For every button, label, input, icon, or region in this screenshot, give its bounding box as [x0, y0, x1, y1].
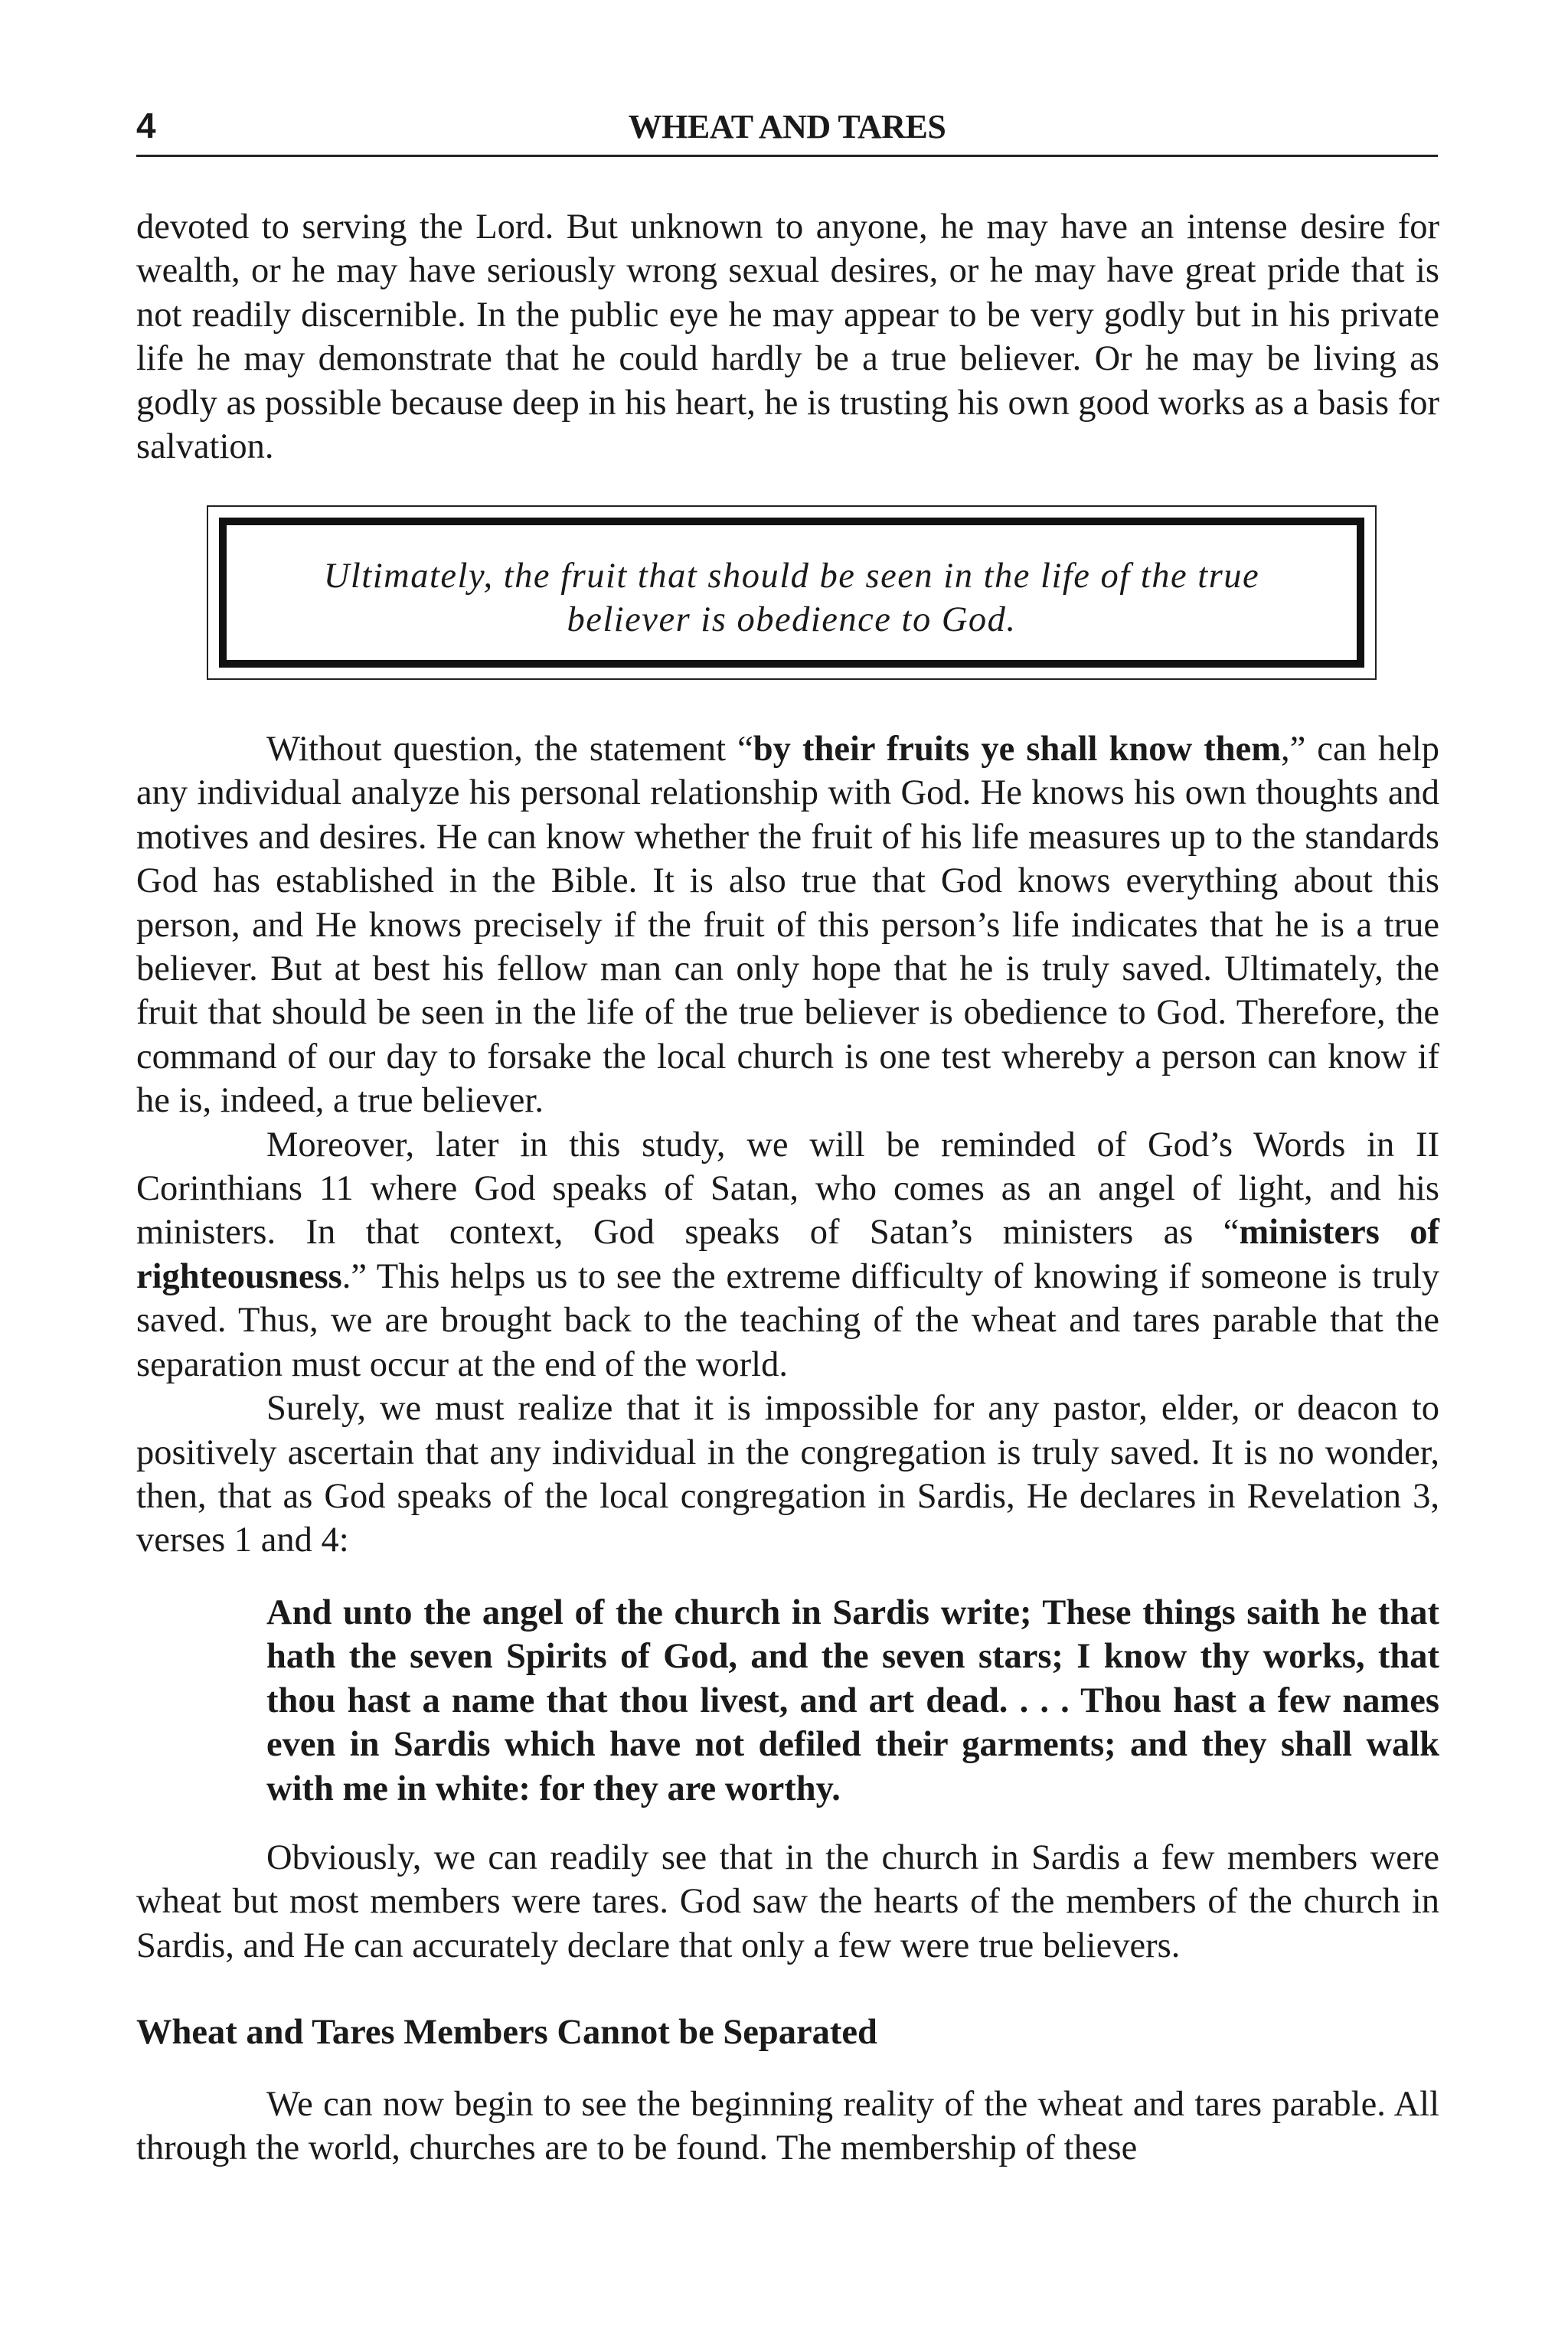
- paragraph-sardis-intro: Surely, we must realize that it is impossible for any pastor, elder, or deacon to positively ascertain that any individual in the congregation is truly saved. It is no wonder, then, that as God speaks of the local congregation in Sardis, He declares in Revelation 3, verses 1 and 4:: [136, 1389, 1439, 1560]
- section-heading: Wheat and Tares Members Cannot be Separated: [136, 2013, 877, 2052]
- paragraph-fruits-emphasis: by their fruits ye shall know them: [753, 730, 1281, 769]
- body-text-block: [136, 727, 1439, 1563]
- paragraph-reality: We can now begin to see the beginning reality of the wheat and tares parable. All through the world, churches are to be found. The membership of these: [136, 2085, 1439, 2168]
- paragraph-corinthians-text-a: Moreover, later in this study, we will be reminded of God’s Words in II Corinthians 11 where God speaks of Satan, who comes as an angel of light, and his ministers. In that context, God speaks of Satan’s ministers as “: [136, 1125, 1439, 1253]
- paragraph-fruits-text-a: Without question, the statement “: [266, 730, 753, 769]
- pull-quote-box: [207, 505, 1377, 680]
- paragraph-fruits-text-b: ,” can help any individual analyze his personal relationship with God. He knows his own thoughts and motives and desires. He can know whether the fruit of his life measures up to the standards God has established in the Bible. It is also true that God knows everything about this person, and He knows precisely if the fruit of this person’s life indicates that he is a true believer. But at best his fellow man can only hope that he is truly saved. Ultimately, the fruit that should be seen in the life of the true believer is obedience to God. Therefore, the command of our day to forsake the local church is one test whereby a person can know if he is, indeed, a true believer.: [136, 730, 1439, 1121]
- paragraph-continued: devoted to serving the Lord. But unknown to anyone, he may have an intense desire for wealth, or he may have seriously wrong sexual desires, or he may have great pride that is not readily discernible. In the public eye he may appear to be very godly but in his private life he may demonstrate that he could hardly be a true believer. Or he may be living as godly as possible because deep in his heart, he is trusting his own good works as a basis for salvation.: [136, 207, 1439, 467]
- paragraph-corinthians-emphasis: ministers of righteousness: [136, 1213, 1440, 1296]
- paragraph-corinthians-text-b: .” This helps us to see the extreme difficulty of knowing if someone is truly saved. Thus, we are brought back to the teaching of the wheat and tares parable that the separation must occur at the end of the world.: [136, 1256, 1439, 1384]
- paragraph-corinthians: [136, 1123, 1439, 1387]
- running-title: WHEAT AND TARES: [628, 108, 946, 145]
- paragraph-obviously: Obviously, we can readily see that in the church in Sardis a few members were wheat but most members were tares. God saw the hearts of the members of the church in Sardis, and He can accurately declare that only a few were true believers.: [136, 1838, 1439, 1965]
- scripture-block-quote: And unto the angel of the church in Sardis write; These things saith he that hath the seven Spirits of God, and the seven stars; I know thy works, that thou hast a name that thou livest, and art dead. . . . Thou hast a few names even in Sardis which have not defiled their garments; and they shall walk with me in white: for they are worthy.: [266, 1593, 1439, 1808]
- pull-quote-text: Ultimately, the fruit that should be seen in the life of the true believer is obedience to God.: [323, 557, 1260, 639]
- paragraph-fruits: [136, 727, 1439, 1123]
- running-header: [136, 98, 1438, 157]
- page-number: 4: [136, 106, 156, 145]
- pull-quote-frame: [219, 518, 1364, 668]
